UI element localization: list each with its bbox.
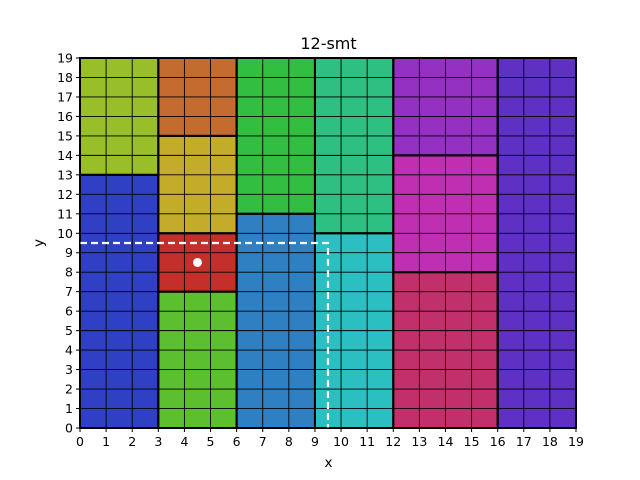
y-tick-label: 10 <box>57 225 73 241</box>
rect-r14 <box>498 58 576 428</box>
x-tick-label: 15 <box>463 434 480 449</box>
rect-r4 <box>158 136 236 233</box>
y-tick-label: 5 <box>65 323 73 339</box>
marker-point <box>193 258 202 267</box>
x-tick-label: 6 <box>232 434 241 449</box>
x-tick-label: 14 <box>437 434 454 449</box>
y-tick-label: 19 <box>57 50 73 66</box>
y-tick-label: 18 <box>57 69 73 85</box>
chart-title: 12-smt <box>300 34 357 53</box>
y-tick-label: 8 <box>65 264 73 280</box>
rect-r8 <box>237 214 315 428</box>
x-tick-label: 17 <box>515 434 532 449</box>
y-tick-label: 2 <box>65 381 73 397</box>
y-tick-label: 7 <box>65 284 73 300</box>
x-tick-label: 8 <box>284 434 293 449</box>
x-tick-label: 1 <box>102 434 111 449</box>
x-tick-label: 19 <box>568 434 584 449</box>
y-tick-label: 16 <box>57 108 73 124</box>
y-tick-label: 6 <box>65 303 73 319</box>
x-tick-label: 18 <box>541 434 558 449</box>
x-tick-label: 11 <box>359 434 376 449</box>
x-axis-label: x <box>324 455 333 471</box>
rect-r2 <box>80 175 158 428</box>
y-tick-label: 13 <box>57 167 73 183</box>
y-tick-label: 17 <box>57 89 73 105</box>
x-tick-label: 2 <box>128 434 137 449</box>
y-tick-label: 11 <box>57 206 73 222</box>
x-tick-label: 9 <box>310 434 319 449</box>
x-tick-label: 4 <box>180 434 189 449</box>
x-tick-label: 3 <box>154 434 163 449</box>
x-tick-label: 5 <box>206 434 215 449</box>
x-tick-label: 7 <box>258 434 267 449</box>
x-tick-label: 12 <box>385 434 402 449</box>
y-tick-label: 0 <box>65 420 73 436</box>
y-axis-label: y <box>31 239 47 247</box>
rect-r6 <box>158 292 236 428</box>
y-tick-label: 14 <box>57 147 73 163</box>
y-tick-label: 3 <box>65 362 73 378</box>
x-tick-label: 0 <box>76 434 84 449</box>
y-tick-label: 15 <box>57 128 73 144</box>
x-tick-label: 16 <box>489 434 506 449</box>
x-tick-label: 10 <box>333 434 350 449</box>
y-tick-label: 4 <box>65 342 73 358</box>
y-tick-label: 1 <box>65 401 73 417</box>
rect-r9 <box>315 58 393 233</box>
y-tick-label: 9 <box>65 245 73 261</box>
x-tick-label: 13 <box>411 434 428 449</box>
y-tick-label: 12 <box>57 186 73 202</box>
